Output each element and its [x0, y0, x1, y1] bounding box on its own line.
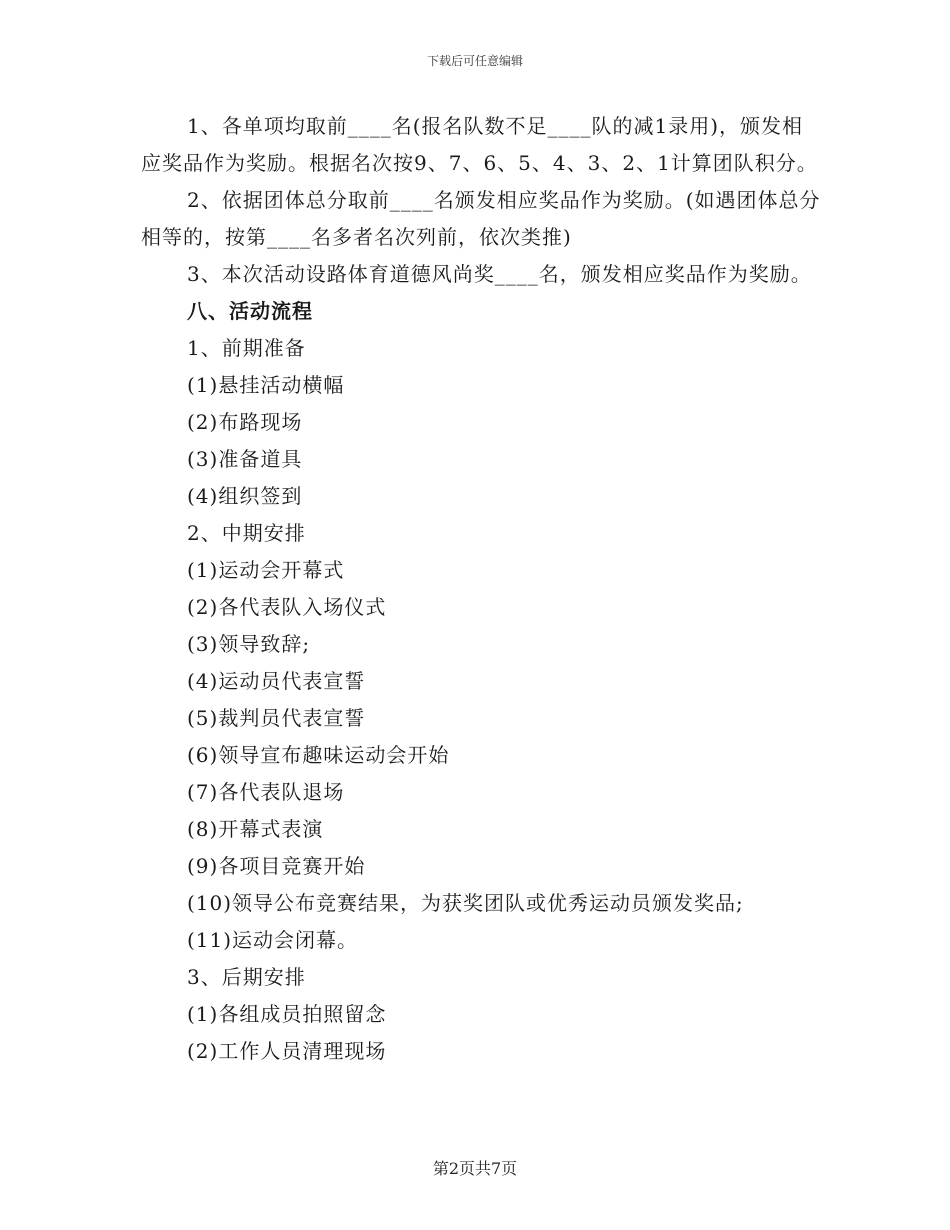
list-item: (7)各代表队退场	[187, 780, 345, 804]
list-item: (2)布路现场	[187, 410, 303, 434]
list-item: (10)领导公布竞赛结果，为获奖团队或优秀运动员颁发奖品;	[187, 891, 744, 915]
document-body	[141, 108, 821, 1070]
list-item: (3)准备道具	[187, 447, 303, 471]
list-item: (5)裁判员代表宣誓	[187, 706, 366, 730]
subsection-mid-arrangement: 2、中期安排	[187, 521, 306, 545]
list-item: (9)各项目竞赛开始	[187, 854, 366, 878]
list-item: (1)各组成员拍照留念	[187, 1002, 387, 1026]
list-item: (1)运动会开幕式	[187, 558, 345, 582]
list-item: (1)悬挂活动横幅	[187, 373, 345, 397]
list-item: (4)运动员代表宣誓	[187, 669, 366, 693]
subsection-preparation: 1、前期准备	[187, 336, 306, 360]
award-rule-3: 3、本次活动设路体育道德风尚奖____名，颁发相应奖品作为奖励。	[187, 262, 812, 286]
list-item: (2)各代表队入场仪式	[187, 595, 387, 619]
list-item: (3)领导致辞;	[187, 632, 311, 656]
list-item: (6)领导宣布趣味运动会开始	[187, 743, 450, 767]
section-heading-activity-flow: 八、活动流程	[187, 299, 313, 323]
page-header: 下载后可任意编辑	[426, 54, 523, 68]
award-rule-2: 2、依据团体总分取前____名颁发相应奖品作为奖励。(如遇团体总分相等的，按第____名多者名次列前，依次类推)	[141, 188, 821, 249]
list-item: (11)运动会闭幕。	[187, 928, 359, 952]
list-item: (2)工作人员清理现场	[187, 1039, 387, 1063]
subsection-post-arrangement: 3、后期安排	[187, 965, 306, 989]
list-item: (4)组织签到	[187, 484, 303, 508]
award-rule-1: 1、各单项均取前____名(报名队数不足____队的减1录用)，颁发相应奖品作为奖励。根据名次按9、7、6、5、4、3、2、1计算团队积分。	[141, 114, 818, 175]
list-item: (8)开幕式表演	[187, 817, 324, 841]
page-footer-page-number: 第2页共7页	[432, 1159, 518, 1178]
